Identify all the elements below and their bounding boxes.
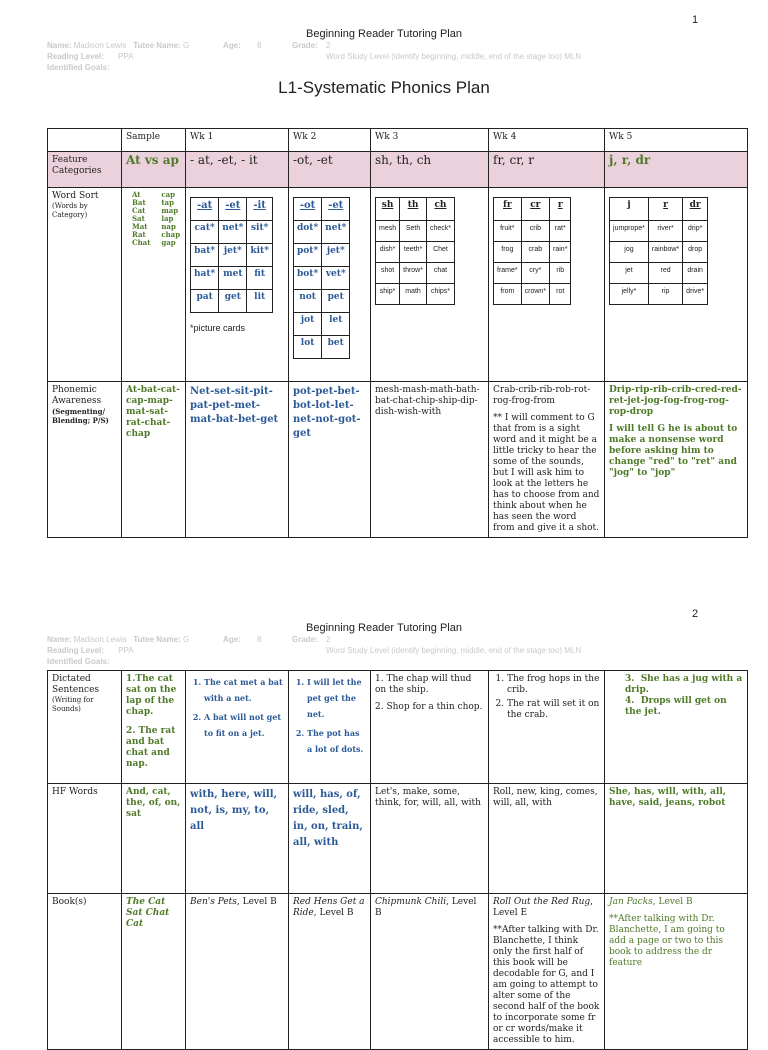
- dictated-wk3: 1. The chap will thud on the ship. 2. Shop for a thin chop.: [371, 671, 489, 784]
- sort-header-cell: -et: [322, 198, 350, 221]
- sort-word-cell: net*: [322, 221, 350, 244]
- header-wk5: Wk 5: [605, 129, 748, 152]
- sort-word-cell: rip: [648, 284, 682, 305]
- hf-sample: And, cat, the, of, on, sat: [122, 784, 186, 894]
- dictated-wk5: 3. She has a jug with a drip. 4. Drops will get on the jet.: [605, 671, 748, 784]
- hf-wk1: with, here, will, not, is, my, to, all: [186, 784, 289, 894]
- sort-word-cell: throw*: [400, 263, 427, 284]
- header-wk2: Wk 2: [289, 129, 371, 152]
- sort-word-cell: bot*: [294, 267, 322, 290]
- wk4-dictated-list: [493, 674, 600, 721]
- sort-word-cell: ship*: [376, 284, 400, 305]
- dictated-sentence: 1. I will let the pet get the net.: [307, 674, 366, 722]
- phonemic-wk2: pot-pet-bet-bot-lot-let-net-not-got-get: [289, 382, 371, 538]
- books-label: Book(s): [48, 894, 122, 1050]
- sort-word-cell: drive*: [683, 284, 708, 305]
- sort-header-cell: r: [550, 198, 571, 221]
- sort-header-cell: r: [648, 198, 682, 221]
- dictated-sentence: 2. A bat will not get to fit on a jet.: [204, 709, 284, 741]
- header-wk4: Wk 4: [489, 129, 605, 152]
- meta-age-value-2: 8: [257, 635, 262, 644]
- sort-word-cell: drop: [683, 242, 708, 263]
- meta-age-value: 8: [257, 41, 262, 50]
- wk1-sort-cell: [186, 188, 289, 382]
- sort-word-cell: chat: [426, 263, 454, 284]
- sort-word-cell: drain: [683, 263, 708, 284]
- sort-word-cell: river*: [648, 221, 682, 242]
- sort-word-cell: jot: [294, 313, 322, 336]
- word-sort-row: [48, 188, 748, 382]
- sort-word-cell: jet: [610, 263, 649, 284]
- dictated-sample: 1.The cat sat on the lap of the chap. 2. The rat and bat chat and nap.: [122, 671, 186, 784]
- hf-wk4: Roll, new, king, comes, will, all, with: [489, 784, 605, 894]
- sort-word-cell: rain*: [550, 242, 571, 263]
- wk4-sort-table: [493, 197, 571, 305]
- sort-word-cell: rot: [550, 284, 571, 305]
- sort-word-cell: net*: [219, 221, 247, 244]
- sample-sort-word: At: [132, 190, 141, 199]
- sort-word-cell: cry*: [521, 263, 549, 284]
- meta-reading-level-2: Reading Level: PPA: [47, 646, 134, 655]
- hf-words-row: [48, 784, 748, 894]
- dictated-wk1: [186, 671, 289, 784]
- word-sort-label: Word Sort (Words by Category): [48, 188, 122, 382]
- sort-word-cell: frame*: [494, 263, 522, 284]
- sample-sort-word: chap: [161, 230, 181, 239]
- sort-word-cell: lit: [247, 290, 273, 313]
- wk2-sort-cell: [289, 188, 371, 382]
- sort-word-cell: met: [219, 267, 247, 290]
- sort-header-cell: ch: [426, 198, 454, 221]
- meta-age-2: Age:: [223, 635, 241, 644]
- wk3-sort-cell: [371, 188, 489, 382]
- book-wk3: Chipmunk Chili, Level B: [371, 894, 489, 1050]
- picture-cards-note: *picture cards: [190, 323, 246, 333]
- phonemic-sample: At-bat-cat-cap-map-mat-sat-rat-chat-chap: [122, 382, 186, 538]
- header-wk1: Wk 1: [186, 129, 289, 152]
- meta-grade-value: 2: [326, 41, 331, 50]
- page-number-2: 2: [692, 608, 699, 620]
- book-wk2: Red Hens Get a Ride, Level B: [289, 894, 371, 1050]
- sample-sort-word: nap: [161, 222, 176, 231]
- feature-wk4: fr, cr, r: [489, 152, 605, 188]
- sort-word-cell: jog: [610, 242, 649, 263]
- dictated-sentence: 1. The cat met a bat with a net.: [204, 674, 284, 706]
- sample-sort-word: tap: [161, 198, 174, 207]
- sort-word-cell: math: [400, 284, 427, 305]
- sort-word-cell: let: [322, 313, 350, 336]
- sort-word-cell: pot*: [294, 244, 322, 267]
- sort-header-cell: -it: [247, 198, 273, 221]
- sort-header-cell: -at: [191, 198, 219, 221]
- hf-wk2: will, has, of, ride, sled, in, on, train, all, with: [289, 784, 371, 894]
- sort-header-cell: cr: [521, 198, 549, 221]
- sort-word-cell: Chet: [426, 242, 454, 263]
- sort-word-cell: crib: [521, 221, 549, 242]
- hf-wk3: Let's, make, some, think, for, will, all, with: [371, 784, 489, 894]
- phonemic-wk5: Drip-rip-rib-crib-cred-red-ret-jet-jog-fog-frog-rog-rop-drop I will tell G he is about to make a nonsense word before asking him to change "red" to "ret" and "jog" to "jop": [605, 382, 748, 538]
- meta-name-line-2: Name: Madison Lewis Tutee Name: G: [47, 635, 190, 644]
- meta-word-study-2: Word Study Level (identify beginning, middle, end of the stage too) MLN: [326, 646, 582, 655]
- sort-word-cell: fruit*: [494, 221, 522, 242]
- sort-word-cell: drip*: [683, 221, 708, 242]
- sort-word-cell: dot*: [294, 221, 322, 244]
- sort-word-cell: rib: [550, 263, 571, 284]
- sort-word-cell: rainbow*: [648, 242, 682, 263]
- wk4-sort-cell: [489, 188, 605, 382]
- sample-sort-word: gap: [161, 238, 176, 247]
- dictated-sentence: 2. The rat will set it on the crab.: [507, 699, 600, 721]
- sort-header-cell: fr: [494, 198, 522, 221]
- phonemic-label: Phonemic Awareness (Segmenting/ Blending; P/S): [48, 382, 122, 538]
- sort-word-cell: get: [219, 290, 247, 313]
- sort-word-cell: fit: [247, 267, 273, 290]
- wk2-sort-table: [293, 197, 350, 359]
- hf-label: HF Words: [48, 784, 122, 894]
- sort-word-cell: crown*: [521, 284, 549, 305]
- sample-sort-word: lap: [161, 214, 174, 223]
- books-row: [48, 894, 748, 1050]
- feature-label: Feature Categories: [48, 152, 122, 188]
- feature-wk1: - at, -et, - it: [186, 152, 289, 188]
- dictated-sentence: 2. The pot has a lot of dots.: [307, 725, 366, 757]
- sort-word-cell: bet: [322, 336, 350, 359]
- wk5-sort-cell: [605, 188, 748, 382]
- meta-name-line: Name: Madison Lewis Tutee Name: G: [47, 41, 190, 50]
- sample-sort-word: Chat: [132, 238, 151, 247]
- phonemic-wk4: Crab-crib-rib-rob-rot-rog-frog-from ** I will comment to G that from is a sight word and it might be a little tricky to hear the some of the sounds, but I will ask him to look at the letters he has to choose from and think about when he has seen the word from and give it a shot.: [489, 382, 605, 538]
- sort-word-cell: kit*: [247, 244, 273, 267]
- sort-word-cell: Seth: [400, 221, 427, 242]
- header-row: [48, 129, 748, 152]
- dictated-row: [48, 671, 748, 784]
- sample-sort-word: cap: [161, 190, 176, 199]
- sort-word-cell: teeth*: [400, 242, 427, 263]
- doc-title: Beginning Reader Tutoring Plan: [306, 28, 462, 40]
- dictated-wk4: [489, 671, 605, 784]
- sort-header-cell: -et: [219, 198, 247, 221]
- sort-header-cell: j: [610, 198, 649, 221]
- sort-word-cell: not: [294, 290, 322, 313]
- phonics-plan-table-2: [47, 670, 748, 1050]
- dictated-sentence: 1. The frog hops in the crib.: [507, 674, 600, 696]
- sort-word-cell: jet*: [219, 244, 247, 267]
- sort-word-cell: frog: [494, 242, 522, 263]
- meta-word-study: Word Study Level (identify beginning, middle, end of the stage too) MLN: [326, 52, 582, 61]
- sort-word-cell: crab: [521, 242, 549, 263]
- sort-word-cell: jet*: [322, 244, 350, 267]
- meta-grade: Grade:: [292, 41, 318, 50]
- sort-word-cell: cat*: [191, 221, 219, 244]
- main-title: L1-Systematic Phonics Plan: [278, 78, 490, 97]
- sort-word-cell: jelly*: [610, 284, 649, 305]
- book-sample: The Cat Sat Chat Cat: [122, 894, 186, 1050]
- sort-word-cell: red: [648, 263, 682, 284]
- sample-sort-list: [126, 191, 181, 247]
- header-wk3: Wk 3: [371, 129, 489, 152]
- header-empty: [48, 129, 122, 152]
- wk3-sort-table: [375, 197, 455, 305]
- dictated-wk2: [289, 671, 371, 784]
- sort-word-cell: dish*: [376, 242, 400, 263]
- sort-word-cell: chips*: [426, 284, 454, 305]
- meta-identified-goals: Identified Goals:: [47, 63, 110, 72]
- sort-word-cell: lot: [294, 336, 322, 359]
- feature-wk3: sh, th, ch: [371, 152, 489, 188]
- sort-word-cell: shot: [376, 263, 400, 284]
- sort-word-cell: check*: [426, 221, 454, 242]
- sort-word-cell: from: [494, 284, 522, 305]
- feature-sample: At vs ap: [122, 152, 186, 188]
- doc-title-2: Beginning Reader Tutoring Plan: [306, 622, 462, 634]
- sample-sort-word: Mat: [132, 222, 148, 231]
- sort-header-cell: sh: [376, 198, 400, 221]
- book-wk5: Jan Packs, Level B **After talking with Dr. Blanchette, I am going to add a page or two to this book to address the dr feature: [605, 894, 748, 1050]
- feature-row: [48, 152, 748, 188]
- book-wk4: Roll Out the Red Rug, Level E **After talking with Dr. Blanchette, I think only the first half of this book will be decodable for G, and I am going to attempt to alter some of the second half of the book to incorporate some fr or cr words/make it accessible to him.: [489, 894, 605, 1050]
- sort-header-cell: th: [400, 198, 427, 221]
- phonemic-wk1: Net-set-sit-pit-pat-pet-met-mat-bat-bet-get: [186, 382, 289, 538]
- sort-word-cell: jumprope*: [610, 221, 649, 242]
- wk1-dictated-list: [190, 674, 284, 741]
- sort-header-cell: -ot: [294, 198, 322, 221]
- page-number: 1: [692, 14, 699, 26]
- sample-sort: [122, 188, 186, 382]
- wk1-sort-table: [190, 197, 273, 313]
- phonemic-row: [48, 382, 748, 538]
- sort-word-cell: pat: [191, 290, 219, 313]
- sort-word-cell: hat*: [191, 267, 219, 290]
- phonics-plan-table: [47, 128, 748, 538]
- sort-word-cell: vet*: [322, 267, 350, 290]
- sample-sort-word: Rat: [132, 230, 146, 239]
- feature-wk2: -ot, -et: [289, 152, 371, 188]
- meta-grade-value-2: 2: [326, 635, 331, 644]
- sort-word-cell: mesh: [376, 221, 400, 242]
- sample-sort-word: Cat: [132, 206, 146, 215]
- feature-wk5: j, r, dr: [605, 152, 748, 188]
- sort-word-cell: bat*: [191, 244, 219, 267]
- meta-identified-goals-2: Identified Goals:: [47, 657, 110, 666]
- sample-sort-word: Bat: [132, 198, 146, 207]
- dictated-label: Dictated Sentences (Writing for Sounds): [48, 671, 122, 784]
- sort-word-cell: pet: [322, 290, 350, 313]
- sort-word-cell: sit*: [247, 221, 273, 244]
- meta-reading-level: Reading Level: PPA: [47, 52, 134, 61]
- book-wk1: Ben's Pets, Level B: [186, 894, 289, 1050]
- wk2-dictated-list: [293, 674, 366, 757]
- meta-grade-2: Grade:: [292, 635, 318, 644]
- phonemic-wk3: mesh-mash-math-bath-bat-chat-chip-ship-dip-dish-wish-with: [371, 382, 489, 538]
- sample-sort-word: Sat: [132, 214, 145, 223]
- meta-age: Age:: [223, 41, 241, 50]
- wk5-sort-table: [609, 197, 708, 305]
- sample-sort-word: map: [161, 206, 179, 215]
- sort-word-cell: rat*: [550, 221, 571, 242]
- sort-header-cell: dr: [683, 198, 708, 221]
- header-sample: Sample: [122, 129, 186, 152]
- hf-wk5: She, has, will, with, all, have, said, jeans, robot: [605, 784, 748, 894]
